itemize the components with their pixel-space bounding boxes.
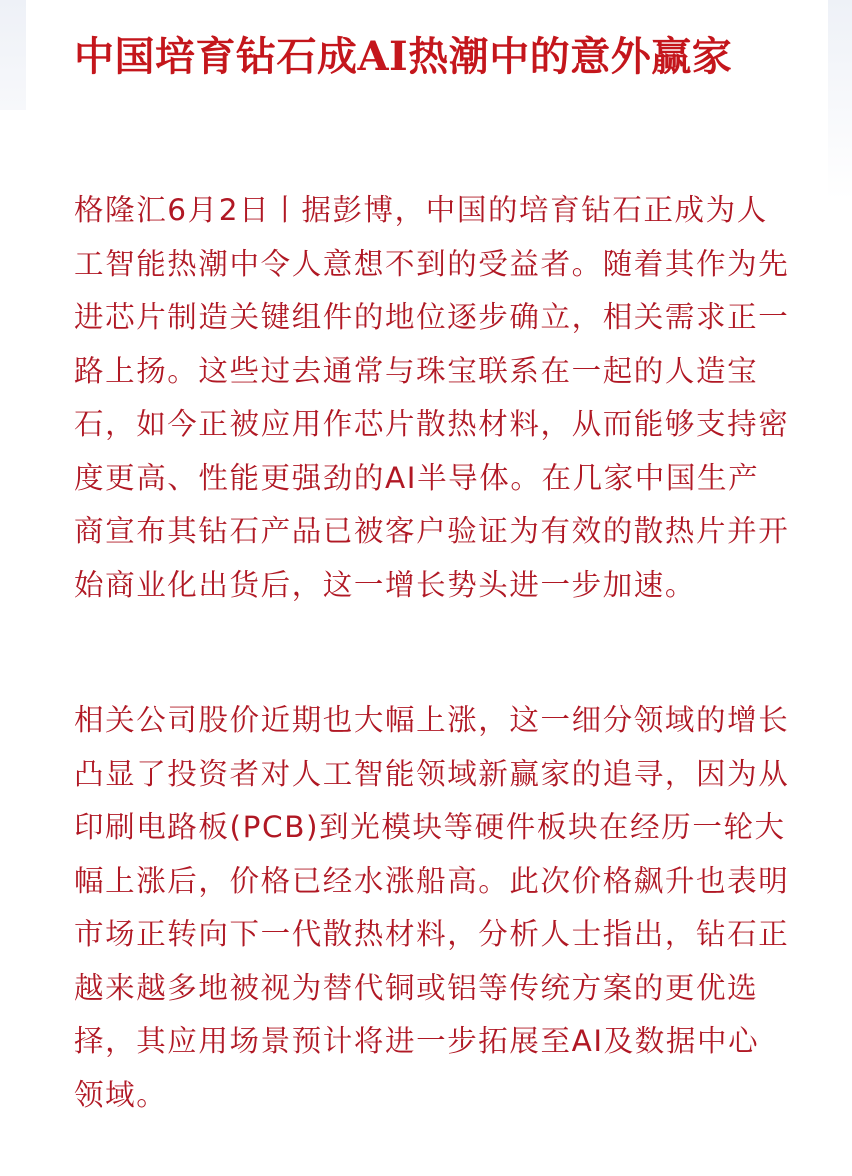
article-title: 中国培育钻石成AI热潮中的意外赢家 [74, 33, 733, 80]
article-paragraph-2: 相关公司股价近期也大幅上涨，这一细分领域的增长凸显了投资者对人工智能领域新赢家的追寻，因为从印刷电路板(PCB)到光模块等硬件板块在经历一轮大幅上涨后，价格已经水涨船高。此次价格飙升也表明市场正转向下一代散热材料，分析人士指出，钻石正越来越多地被视为替代铜或铝等传统方案的更优选择，其应用场景预计将进一步拓展至AI及数据中心领域。 [74, 703, 790, 1112]
background-edge-right [828, 0, 852, 200]
background-edge-left [0, 0, 26, 110]
article-card [30, 0, 822, 1176]
article-paragraph-1: 格隆汇6月2日丨据彭博，中国的培育钻石正成为人工智能热潮中令人意想不到的受益者。随着其作为先进芯片制造关键组件的地位逐步确立，相关需求正一路上扬。这些过去通常与珠宝联系在一起的人造宝石，如今正被应用作芯片散热材料，从而能够支持密度更高、性能更强劲的AI半导体。在几家中国生产商宣布其钻石产品已被客户验证为有效的散热片并开始商业化出货后，这一增长势头进一步加速。 [74, 193, 790, 602]
